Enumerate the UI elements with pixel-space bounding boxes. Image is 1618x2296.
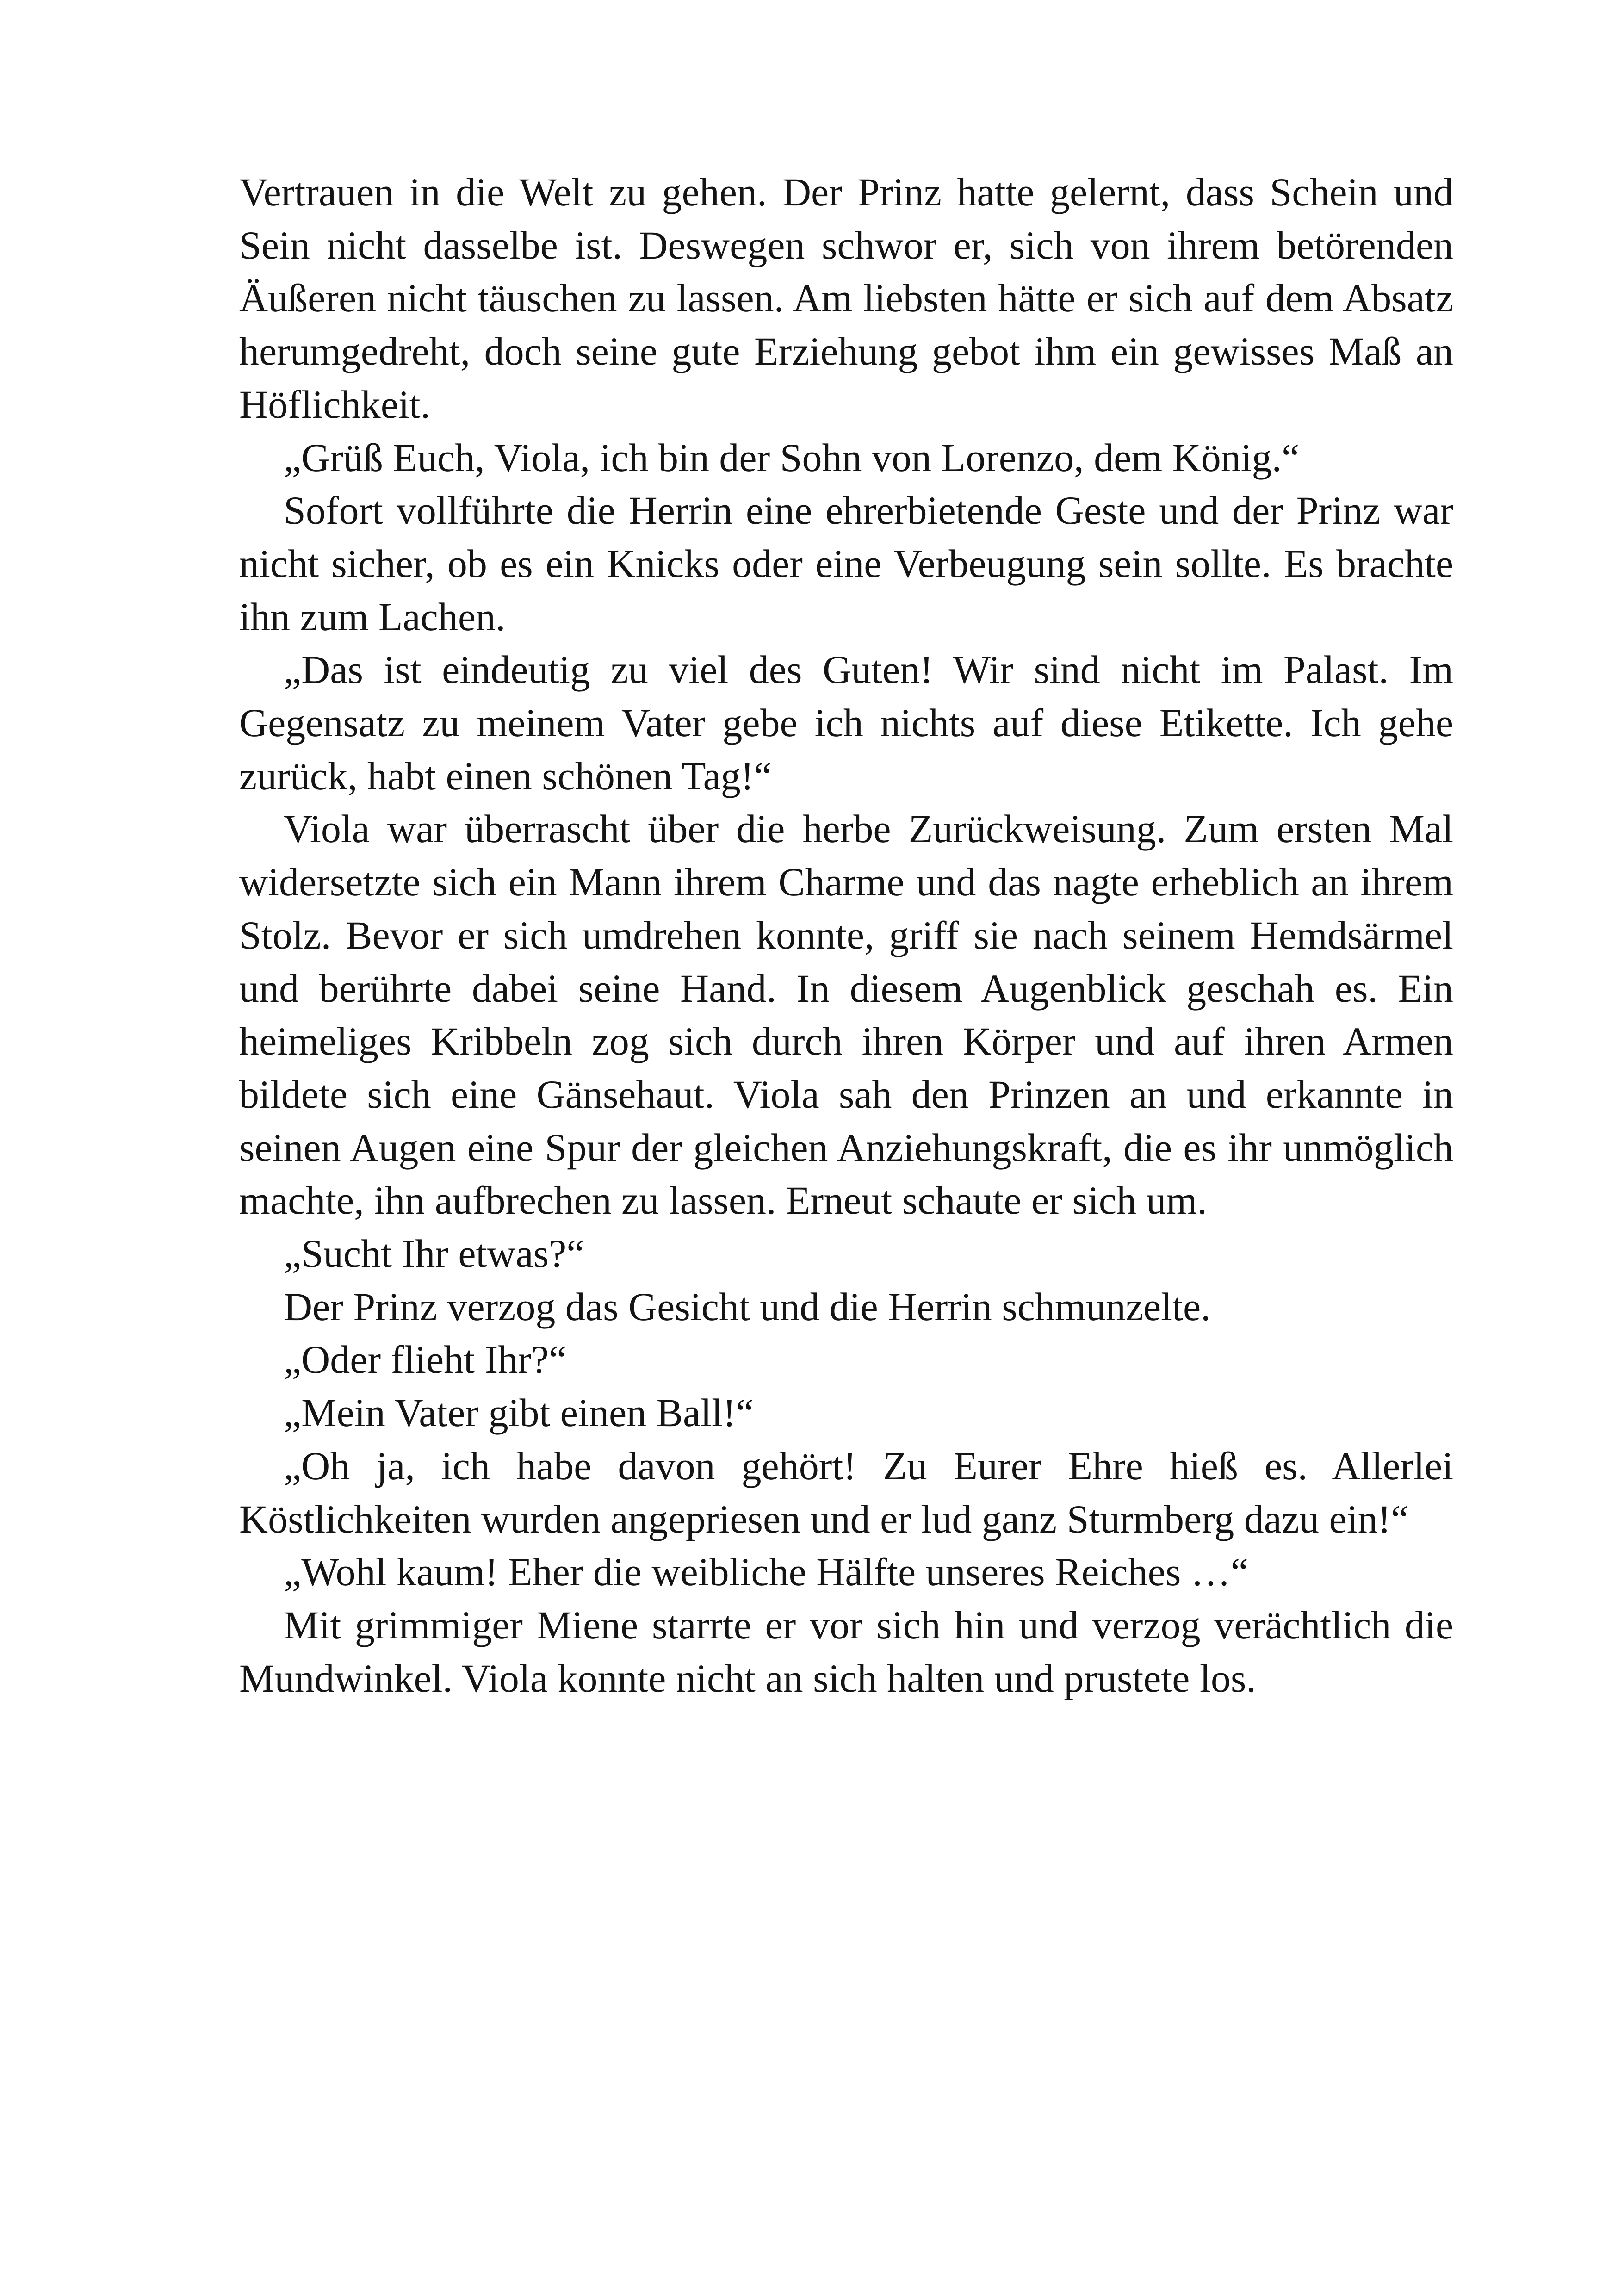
paragraph: „Sucht Ihr etwas?“ bbox=[284, 1231, 584, 1276]
paragraph: „Das ist eindeutig zu viel des Guten! Wir sind nicht im Palast. Im Gegensatz zu meinem Vater gebe ich nichts auf diese Etikette. Ich gehe zurück, habt einen schönen Tag!“ bbox=[239, 647, 1453, 798]
paragraph: „Mein Vater gibt einen Ball!“ bbox=[284, 1390, 754, 1435]
paragraph: „Wohl kaum! Eher die weibliche Hälfte unseres Reiches …“ bbox=[284, 1550, 1248, 1595]
paragraph: „Grüß Euch, Viola, ich bin der Sohn von Lorenzo, dem König.“ bbox=[284, 435, 1300, 480]
paragraph: Vertrauen in die Welt zu gehen. Der Prinz hatte gelernt, dass Schein und Sein nicht dasselbe ist. Deswegen schwor er, sich von ihrem betörenden Äußeren nicht täuschen zu lassen. Am liebsten hätte er sich auf dem Absatz herumgedreht, doch seine gute Erziehung gebot ihm ein gewisses Maß an Höflichkeit. bbox=[239, 170, 1453, 427]
paragraph: Mit grimmiger Miene starrte er vor sich hin und verzog verächtlich die Mundwinkel. Viola konnte nicht an sich halten und prustete los. bbox=[239, 1602, 1453, 1700]
paragraph: Sofort vollführte die Herrin eine ehrerbietende Geste und der Prinz war nicht sicher, ob es ein Knicks oder eine Verbeugung sein sollte. Es brachte ihn zum Lachen. bbox=[239, 488, 1453, 639]
paragraph: „Oh ja, ich habe davon gehört! Zu Eurer Ehre hieß es. Allerlei Köstlichkeiten wurden angepriesen und er lud ganz Sturmberg dazu ein!“ bbox=[239, 1443, 1453, 1541]
paragraph: Der Prinz verzog das Gesicht und die Herrin schmunzelte. bbox=[284, 1284, 1211, 1329]
paragraph: „Oder flieht Ihr?“ bbox=[284, 1337, 567, 1382]
body-text bbox=[239, 166, 1453, 1705]
paragraph: Viola war überrascht über die herbe Zurückweisung. Zum ersten Mal widersetzte sich ein Mann ihrem Charme und das nagte erheblich an ihrem Stolz. Bevor er sich umdrehen konnte, griff sie nach seinem Hemdsärmel und berührte dabei seine Hand. In diesem Augenblick geschah es. Ein heimeliges Kribbeln zog sich durch ihren Körper und auf ihren Armen bildete sich eine Gänsehaut. Viola sah den Prinzen an und erkannte in seinen Augen eine Spur der gleichen Anziehungskraft, die es ihr unmöglich machte, ihn aufbrechen zu lassen. Erneut schaute er sich um. bbox=[239, 807, 1453, 1223]
